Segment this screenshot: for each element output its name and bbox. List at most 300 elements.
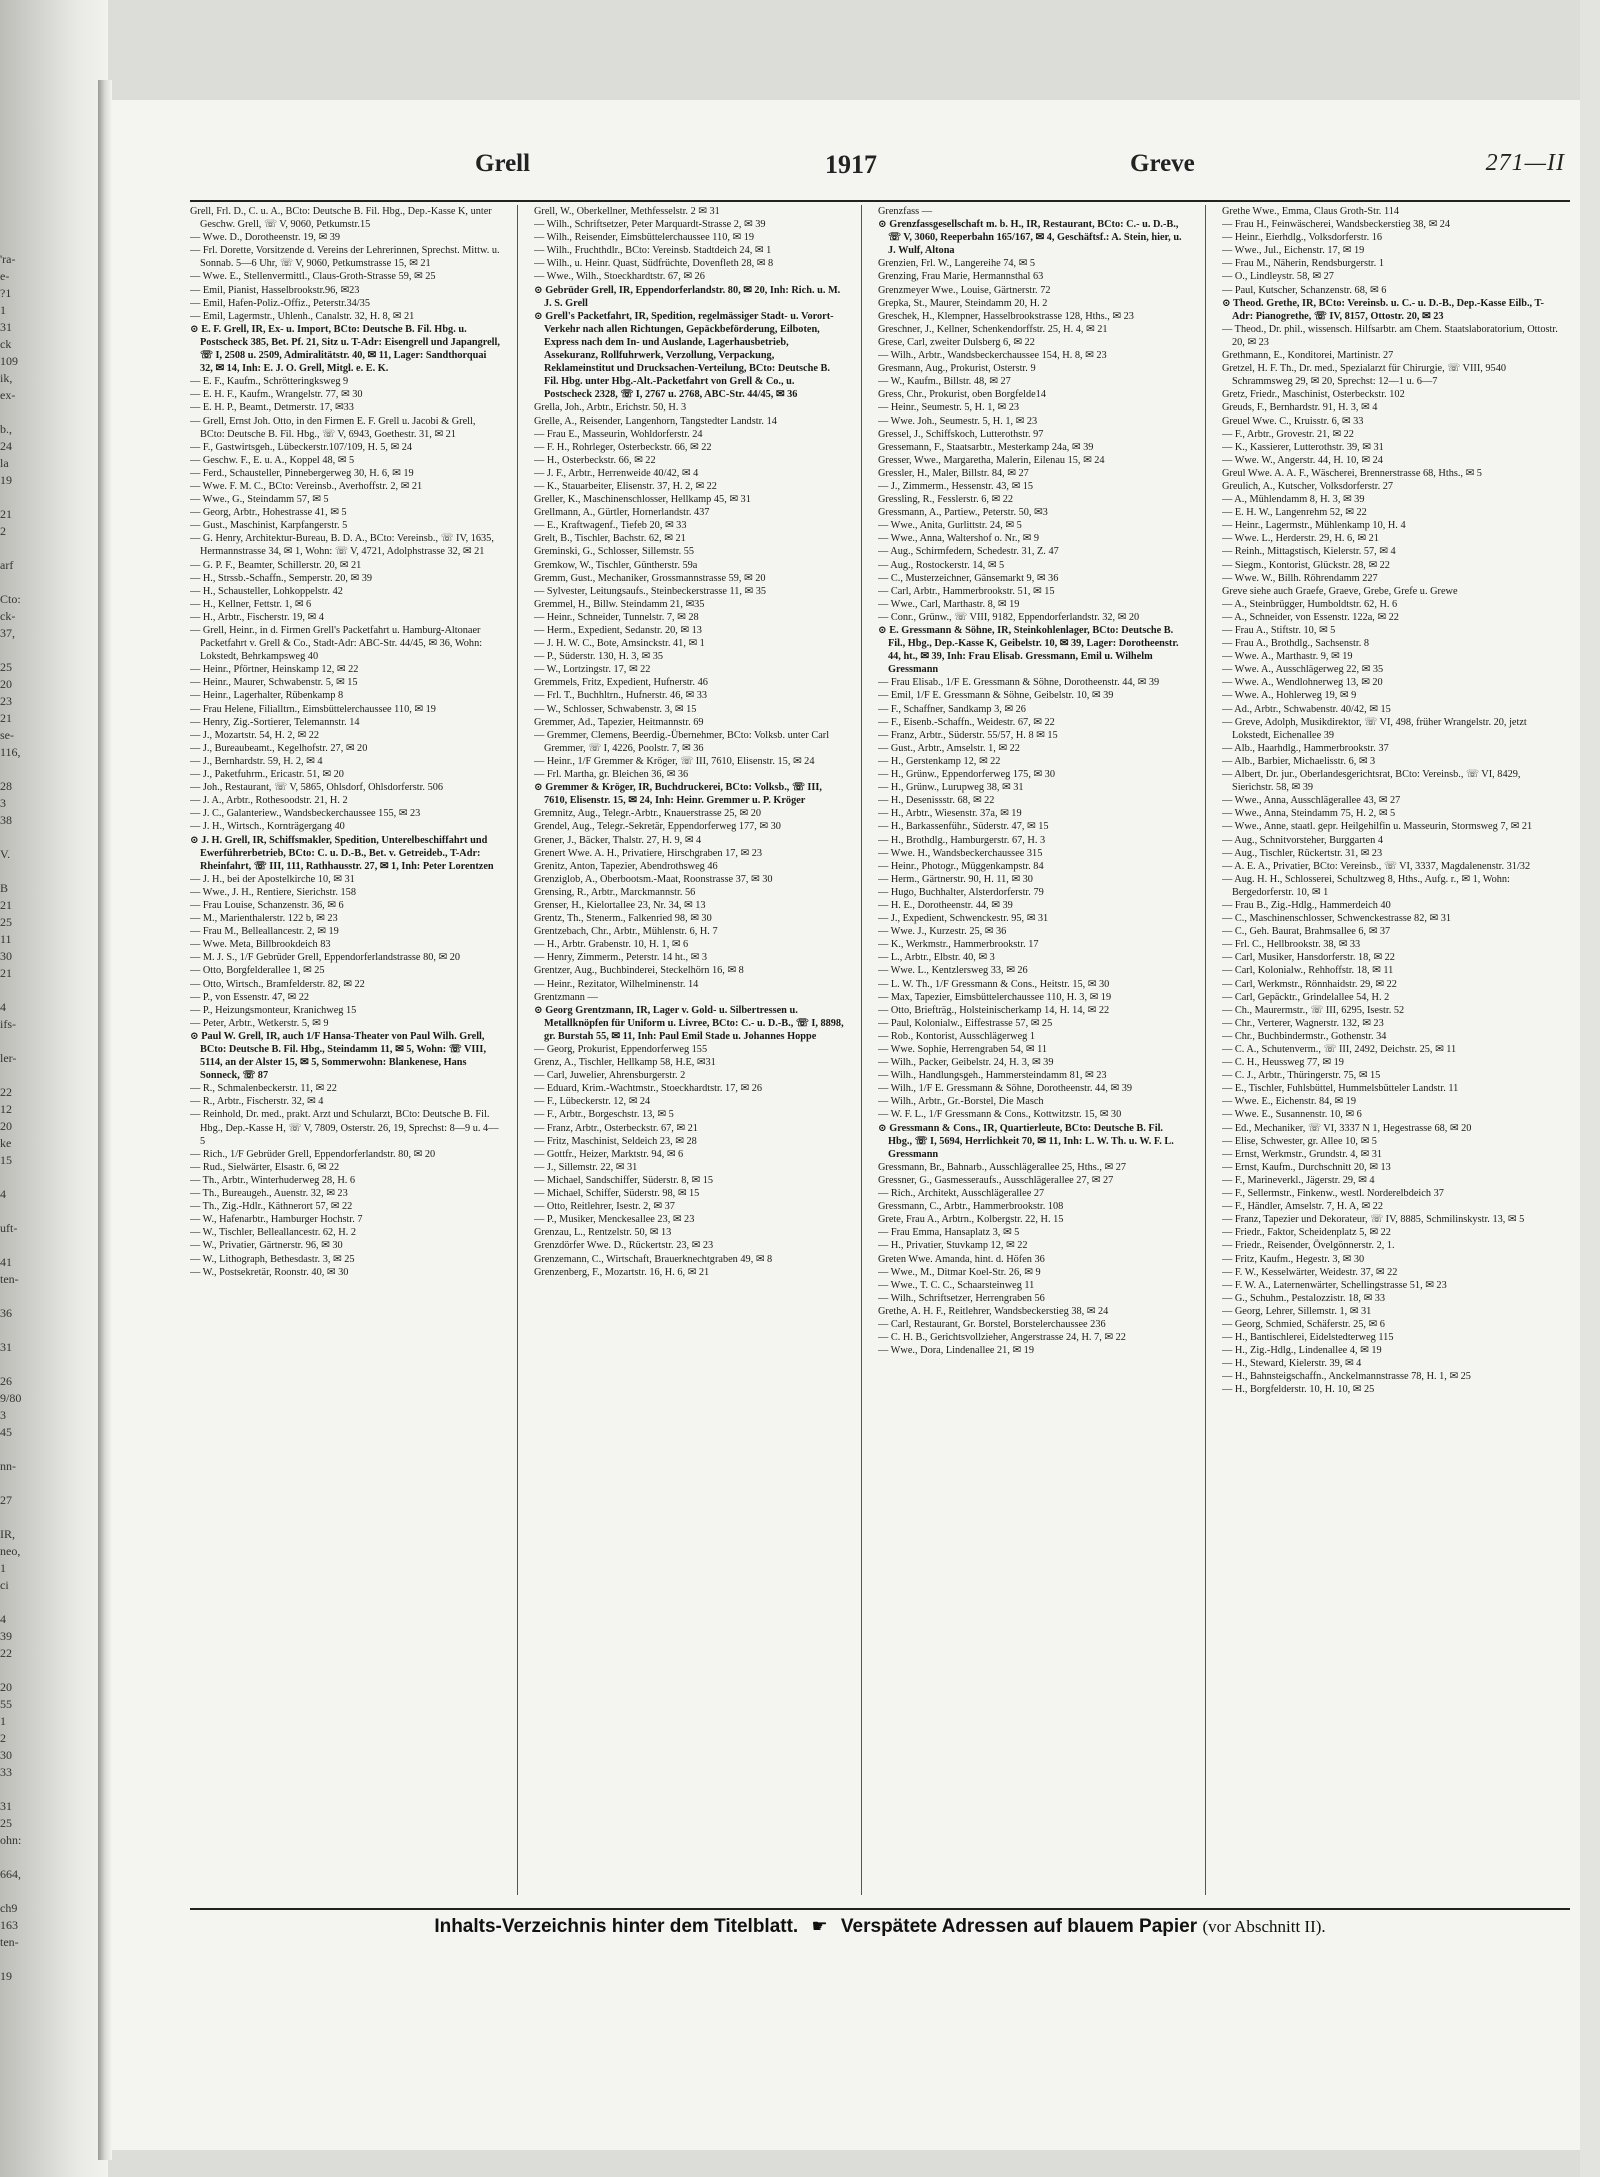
left-page-fragment: arf <box>0 558 14 572</box>
directory-entry: — H., Zig.-Hdlg., Lindenallee 4, ✉ 19 <box>1222 1345 1382 1357</box>
column-divider <box>1205 205 1206 1895</box>
directory-entry: ⊙ Gremmer & Kröger, IR, Buchdruckerei, BCto: Volksb., ☏ III, 7610, Elisenstr. 15, ✉ 24, Inh: Heinr. Gremmer u. P. Kröger <box>534 782 822 807</box>
directory-entry: — Wilh., Arbtr., Wandsbeckerchaussee 154, H. 8, ✉ 23 <box>878 350 1107 362</box>
directory-entry: — Frau H., Feinwäscherei, Wandsbeckerstieg 38, ✉ 24 <box>1222 219 1451 231</box>
directory-entry: Greminski, G., Schlosser, Sillemstr. 55 <box>534 546 695 558</box>
left-page-fragment: ke <box>0 1136 12 1150</box>
directory-entry: — Wwe. Sophie, Herrengraben 54, ✉ 11 <box>878 1044 1048 1055</box>
directory-entry: — F., Händler, Amselstr. 7, H. A, ✉ 22 <box>1222 1201 1383 1213</box>
directory-entry: Grener, J., Bäcker, Thalstr. 27, H. 9, ✉ 4 <box>534 834 702 846</box>
directory-entry: — Heinr., 1/F Gremmer & Kröger, ☏ III, 7610, Elisenstr. 15, ✉ 24 <box>534 755 815 767</box>
left-page-fragment: b., <box>0 422 12 436</box>
left-page-fragment: 24 <box>0 439 12 453</box>
directory-entry: Grell, W., Oberkellner, Methfesselstr. 2 ✉ 31 <box>534 206 720 217</box>
directory-entry: — O., Lindleystr. 58, ✉ 27 <box>1222 271 1334 283</box>
directory-columns <box>190 205 1570 1905</box>
directory-entry: — Gust., Arbtr., Amselstr. 1, ✉ 22 <box>878 742 1020 754</box>
directory-entry: — M., Marienthalerstr. 122 b, ✉ 23 <box>190 913 338 925</box>
column-divider <box>861 205 862 1895</box>
left-page-fragment: 19 <box>0 1969 12 1983</box>
directory-entry: — A. E. A., Privatier, BCto: Vereinsb., ☏ VI, 3337, Magdalenenstr. 31/32 <box>1222 860 1531 872</box>
directory-entry: — A., Schneider, von Essenstr. 122a, ✉ 22 <box>1222 611 1399 623</box>
left-page-fragment: 2 <box>0 1731 6 1745</box>
directory-entry: — Heinr., Pförtner, Heinskamp 12, ✉ 22 <box>190 664 359 676</box>
directory-entry: — R., Arbtr., Fischerstr. 32, ✉ 4 <box>190 1096 324 1108</box>
directory-entry: — J., Paketfuhrm., Ericastr. 51, ✉ 20 <box>190 769 344 781</box>
directory-entry: — H., Gerstenkamp 12, ✉ 22 <box>878 755 1001 767</box>
directory-entry: — H., Grünw., Eppendorferweg 175, ✉ 30 <box>878 769 1055 781</box>
directory-entry: — Friedr., Reisender, Övelgönnerstr. 2, 1. <box>1222 1240 1395 1252</box>
directory-entry: Grenert Wwe. A. H., Privatiere, Hirschgraben 17, ✉ 23 <box>534 847 763 859</box>
directory-entry: Greuds, F., Bernhardstr. 91, H. 3, ✉ 4 <box>1222 402 1378 414</box>
directory-entry: — Heinr., Seumestr. 5, H. 1, ✉ 23 <box>878 402 1020 414</box>
directory-entry: — W., Lithograph, Bethesdastr. 3, ✉ 25 <box>190 1253 355 1265</box>
left-page-fragment: 20 <box>0 1680 12 1694</box>
directory-entry: — E. F., Kaufm., Schrötteringksweg 9 <box>190 376 349 388</box>
directory-entry: — J. F., Arbtr., Herrenweide 40/42, ✉ 4 <box>534 467 699 479</box>
directory-entry: — Wwe. A., Marthastr. 9, ✉ 19 <box>1222 651 1353 663</box>
directory-entry: — Georg, Lehrer, Sillemstr. 1, ✉ 31 <box>1222 1305 1372 1317</box>
directory-entry: — Gremmer, Clemens, Beerdig.-Übernehmer, BCto: Volksb. unter Carl Gremmer, ☏ I, 4226, Poolstr. 7, ✉ 36 <box>534 729 830 754</box>
left-page-fragment: 20 <box>0 677 12 691</box>
directory-entry: — H., Bahnsteigschaffn., Anckelmannstrasse 78, H. 1, ✉ 25 <box>1222 1371 1471 1383</box>
directory-entry: Gresmann, Aug., Prokurist, Osterstr. 9 <box>878 363 1036 375</box>
directory-entry: Gremmer, Ad., Tapezier, Heitmannstr. 69 <box>534 716 704 728</box>
footer-section-note: (vor Abschnitt II). <box>1202 1917 1326 1936</box>
directory-entry: — Frau A., Stiftstr. 10, ✉ 5 <box>1222 625 1336 636</box>
directory-entry: — Fritz, Maschinist, Seldeich 23, ✉ 28 <box>534 1135 697 1147</box>
directory-entry: ⊙ Paul W. Grell, IR, auch 1/F Hansa-Theater von Paul Wilh. Grell, BCto: Deutsche B. Fil. Hbg., Steindamm 11, ✉ 5, Wohn: ☏ VIII, 5114, an der Alster 15, ✉ 5, Sommerwohn: Blankenese, Hans Sonneck, ☏ 87 <box>190 1030 487 1082</box>
directory-entry: — L., Arbtr., Elbstr. 40, ✉ 3 <box>878 952 995 964</box>
directory-entry: — Aug. H. H., Schlosserei, Schultzweg 8, Hths., Aufg. r., ✉ 1, Wohn: Bergedorferstr. 10, ✉ 1 <box>1222 873 1510 898</box>
directory-entry: — Rich., Architekt, Ausschlägerallee 27 <box>878 1188 1045 1200</box>
directory-entry: — W., Privatier, Gärtnerstr. 96, ✉ 30 <box>190 1240 343 1252</box>
directory-entry: — Ed., Mechaniker, ☏ VI, 3337 N 1, Hegestrasse 68, ✉ 20 <box>1222 1122 1472 1134</box>
left-page-fragment: 21 <box>0 507 12 521</box>
left-page-fragment: ten- <box>0 1935 19 1949</box>
directory-entry: — E. H. F., Kaufm., Wrangelstr. 77, ✉ 30 <box>190 389 363 401</box>
directory-entry: — Wilh., Packer, Geibelstr. 24, H. 3, ✉ 39 <box>878 1057 1054 1069</box>
directory-entry: — E. H. P., Beamt., Detmerstr. 17, ✉33 <box>190 402 354 414</box>
left-page-fragment: e- <box>0 269 10 283</box>
left-page-fragment: ch9 <box>0 1901 18 1915</box>
left-page-fragment: 41 <box>0 1255 12 1269</box>
directory-entry: — Otto, Borgfelderallee 1, ✉ 25 <box>190 965 325 977</box>
left-page-fragment: ck- <box>0 609 16 623</box>
left-page-fragment: 30 <box>0 1748 12 1762</box>
directory-entry: — Albert, Dr. jur., Oberlandesgerichtsrat, BCto: Vereinsb., ☏ VI, 8429, Sierichstr. 58, ✉ 39 <box>1222 769 1521 794</box>
directory-entry: Grenzmeyer Wwe., Louise, Gärtnerstr. 72 <box>878 284 1051 296</box>
directory-entry: — Carl, Musiker, Hansdorferstr. 18, ✉ 22 <box>1222 952 1395 964</box>
directory-entry: — Otto, Wirtsch., Bramfelderstr. 82, ✉ 22 <box>190 978 365 990</box>
directory-entry: — C. H., Heussweg 77, ✉ 19 <box>1222 1057 1344 1069</box>
directory-entry: — Michael, Sandschiffer, Süderstr. 8, ✉ 15 <box>534 1174 714 1186</box>
directory-entry: — K., Stauarbeiter, Elisenstr. 37, H. 2, ✉ 22 <box>534 480 717 492</box>
directory-entry: — Carl, Kolonialw., Rehhoffstr. 18, ✉ 11 <box>1222 965 1394 977</box>
directory-entry: — G., Schuhm., Pestalozzistr. 18, ✉ 33 <box>1222 1292 1386 1304</box>
directory-entry: — J. A., Arbtr., Rothesoodstr. 21, H. 2 <box>190 795 348 807</box>
left-page-fragment: 3 <box>0 1408 6 1422</box>
directory-entry: — J., Mozartstr. 54, H. 2, ✉ 22 <box>190 729 320 741</box>
directory-entry: — J., Sillemstr. 22, ✉ 31 <box>534 1161 638 1173</box>
directory-entry: — Joh., Restaurant, ☏ V, 5865, Ohlsdorf, Ohlsdorferstr. 506 <box>190 782 444 794</box>
directory-entry: — H., Grünw., Lurupweg 38, ✉ 31 <box>878 782 1024 794</box>
left-page-fragment: 22 <box>0 1646 12 1660</box>
directory-entry: — E., Kraftwagenf., Tiefeb 20, ✉ 33 <box>534 520 687 532</box>
directory-entry: — Frl. C., Hellbrookstr. 38, ✉ 33 <box>1222 939 1361 951</box>
column-divider <box>517 205 518 1895</box>
directory-entry: — Frau Emma, Hansaplatz 3, ✉ 5 <box>878 1227 1020 1239</box>
directory-entry: — Frau B., Zig.-Hdlg., Hammerdeich 40 <box>1222 899 1391 911</box>
directory-entry: Grenziglob, A., Oberbootsm.-Maat, Roonstrasse 37, ✉ 30 <box>534 873 773 885</box>
directory-entry: — Grell, Ernst Joh. Otto, in den Firmen E. F. Grell u. Jacobi & Grell, BCto: Deutsche B. Fil. Hbg., ☏ V, 6943, Goethestr. 31, ✉ 21 <box>190 415 476 440</box>
directory-entry: Greschner, J., Kellner, Schenkendorffstr. 25, H. 4, ✉ 21 <box>878 323 1108 335</box>
left-page-fragment: 25 <box>0 660 12 674</box>
directory-entry: — J., Expedient, Schwenckestr. 95, ✉ 31 <box>878 913 1049 925</box>
directory-entry: — C., Musterzeichner, Gänsemarkt 9, ✉ 36 <box>878 572 1059 584</box>
directory-entry: — F., Arbtr., Borgeschstr. 13, ✉ 5 <box>534 1109 674 1121</box>
directory-entry: — J., Zimmerm., Hessenstr. 43, ✉ 15 <box>878 480 1034 492</box>
left-page-fragment: 19 <box>0 473 12 487</box>
directory-entry: — Michael, Schiffer, Süderstr. 98, ✉ 15 <box>534 1188 700 1200</box>
directory-entry: — Heinr., Lagerhalter, Rübenkamp 8 <box>190 690 344 702</box>
directory-entry: — J. H., bei der Apostelkirche 10, ✉ 31 <box>190 873 355 885</box>
left-page-fragment: 25 <box>0 915 12 929</box>
directory-entry: — Franz, Arbtr., Osterbeckstr. 67, ✉ 21 <box>534 1122 698 1134</box>
directory-entry: — Ad., Arbtr., Schwabenstr. 40/42, ✉ 15 <box>1222 703 1391 715</box>
left-page-fragment: ck <box>0 337 12 351</box>
directory-entry: — H., Borgfelderstr. 10, H. 10, ✉ 25 <box>1222 1384 1375 1396</box>
directory-entry: ⊙ E. F. Grell, IR, Ex- u. Import, BCto: Deutsche B. Fil. Hbg. u. Postscheck 385, Bet. Pf. 21, Sitz u. T-Adr: Eisengrell und Japangrell, ☏ I, 2508 u. 2509, Admiralitätstr. 40, ✉ 11, Lager: Sandthorquai 32, ✉ 14, Inh: E. J. O. Grell, Mitgl. e. E. K. <box>190 323 500 375</box>
directory-entry: — Frau M., Näherin, Rendsburgerstr. 1 <box>1222 258 1384 270</box>
directory-entry: — Henry, Zimmerm., Peterstr. 14 ht., ✉ 3 <box>534 952 707 964</box>
directory-entry: — C. H. B., Gerichtsvollzieher, Angerstrasse 24, H. 7, ✉ 22 <box>878 1332 1126 1344</box>
left-page-fragment: ik, <box>0 371 13 385</box>
directory-entry: Grenitz, Anton, Tapezier, Abendrothsweg 46 <box>534 860 718 872</box>
directory-entry: Grenz, A., Tischler, Hellkamp 58, H.E, ✉31 <box>534 1057 716 1069</box>
directory-entry: — Frau E., Masseurin, Wohldorferstr. 24 <box>534 428 703 440</box>
directory-entry: — Friedr., Faktor, Scheidenplatz 5, ✉ 22 <box>1222 1227 1391 1239</box>
directory-entry: — Wilh., Arbtr., Gr.-Borstel, Die Masch <box>878 1096 1044 1108</box>
directory-entry: — Sylvester, Leitungsaufs., Steinbeckerstrasse 11, ✉ 35 <box>534 585 767 597</box>
directory-entry: — F. H., Rohrleger, Osterbeckstr. 66, ✉ 22 <box>534 441 712 453</box>
directory-entry: Grenzing, Frau Marie, Hermannsthal 63 <box>878 271 1044 283</box>
directory-entry: Gressemann, F., Staatsarbtr., Mesterkamp 24a, ✉ 39 <box>878 441 1094 453</box>
directory-entry: — Wilh., Reisender, Eimsbüttelerchaussee 110, ✉ 19 <box>534 232 754 244</box>
directory-entry: ⊙ Grenzfassgesellschaft m. b. H., IR, Restaurant, BCto: C.- u. D.-B., ☏ V, 3060, Reeperbahn 165/167, ✉ 4, Geschäftsf.: A. Stein, hier, u. J. Wulf, Altona <box>878 219 1182 257</box>
scan-right-margin <box>1580 0 1600 2177</box>
directory-entry: — Heinr., Lagermstr., Mühlenkamp 10, H. 4 <box>1222 520 1406 532</box>
directory-entry: — M. J. S., 1/F Gebrüder Grell, Eppendorferlandstrasse 80, ✉ 20 <box>190 952 461 964</box>
left-page-fragment: 31 <box>0 1340 12 1354</box>
directory-entry: — Otto, Briefträg., Holsteinischerkamp 14, H. 14, ✉ 22 <box>878 1004 1110 1016</box>
left-page-fragment: 26 <box>0 1374 12 1388</box>
left-page-fragment: ohn: <box>0 1833 22 1847</box>
directory-entry: — K., Kassierer, Lutterothstr. 39, ✉ 31 <box>1222 441 1384 453</box>
directory-entry: — P., Süderstr. 130, H. 3, ✉ 35 <box>534 651 664 663</box>
directory-entry: — H., Osterbeckstr. 66, ✉ 22 <box>534 454 656 466</box>
directory-entry: — Alb., Barbier, Michaelisstr. 6, ✉ 3 <box>1222 755 1376 767</box>
left-page-fragment: B <box>0 881 9 895</box>
directory-entry: — Emil, Lagermstr., Uhlenh., Canalstr. 32, H. 8, ✉ 21 <box>190 310 415 322</box>
directory-entry: — F., Eisenb.-Schaffn., Weidestr. 67, ✉ 22 <box>878 716 1055 728</box>
directory-entry: — Wwe. D., Dorotheenstr. 19, ✉ 39 <box>190 232 340 244</box>
directory-entry: Grenzien, Frl. W., Langereihe 74, ✉ 5 <box>878 258 1036 270</box>
directory-entry: — A., Steinbrügger, Humboldtstr. 62, H. 6 <box>1222 598 1398 610</box>
directory-entry: — Reinhold, Dr. med., prakt. Arzt und Schularzt, BCto: Deutsche B. Fil. Hbg., Dep.-Kasse H, ☏ V, 7809, Osterstr. 26, 19, Sprechst: 8—9 u. 4—5 <box>190 1109 499 1147</box>
directory-entry: — Aug., Tischler, Rückertstr. 31, ✉ 23 <box>1222 847 1383 859</box>
directory-entry: — P., von Essenstr. 47, ✉ 22 <box>190 991 310 1003</box>
directory-entry: — Carl, Arbtr., Hammerbrookstr. 51, ✉ 15 <box>878 585 1055 597</box>
directory-entry: — W., Lortzingstr. 17, ✉ 22 <box>534 664 651 676</box>
directory-entry: — F., Gastwirtsgeh., Lübeckerstr.107/109, H. 5, ✉ 24 <box>190 441 413 453</box>
directory-entry: Gressler, H., Maler, Billstr. 84, ✉ 27 <box>878 467 1029 479</box>
footer-rule <box>190 1908 1570 1910</box>
directory-entry: — Wilh., Fruchthdlr., BCto: Vereinsb. Stadtdeich 24, ✉ 1 <box>534 245 772 257</box>
directory-entry: — Wwe., Anna, Steindamm 75, H. 2, ✉ 5 <box>1222 808 1396 820</box>
directory-entry: — Wwe. F. M. C., BCto: Vereinsb., Averhoffstr. 2, ✉ 21 <box>190 480 423 492</box>
year: 1917 <box>825 150 877 179</box>
directory-entry: — Carl, Juwelier, Ahrensburgerstr. 2 <box>534 1070 686 1082</box>
directory-entry: — Theod., Dr. phil., wissensch. Hilfsarbtr. am Chem. Staatslaboratorium, Ottostr. 20, ✉ 23 <box>1222 323 1558 348</box>
left-page-fragment: 30 <box>0 949 12 963</box>
directory-entry: — Georg, Schmied, Schäferstr. 25, ✉ 6 <box>1222 1318 1385 1330</box>
directory-entry: — Otto, Reitlehrer, Isestr. 2, ✉ 37 <box>534 1201 675 1213</box>
directory-entry: — Wwe., Carl, Marthastr. 8, ✉ 19 <box>878 598 1020 610</box>
directory-entry: Gremkow, W., Tischler, Güntherstr. 59a <box>534 559 698 571</box>
directory-entry: — C., Geh. Baurat, Brahmsallee 6, ✉ 37 <box>1222 926 1391 938</box>
directory-entry: — Wwe., Wilh., Stoeckhardtstr. 67, ✉ 26 <box>534 271 705 283</box>
book-gutter <box>98 80 112 2160</box>
directory-entry: — Wwe. H., Wandsbeckerchaussee 315 <box>878 847 1043 859</box>
left-page-fragment: 27 <box>0 1493 12 1507</box>
directory-entry: — H., Arbtr., Fischerstr. 19, ✉ 4 <box>190 611 324 623</box>
directory-entry: — Aug., Rostockerstr. 14, ✉ 5 <box>878 559 1005 571</box>
directory-entry: — Wwe. Joh., Seumestr. 5, H. 1, ✉ 23 <box>878 415 1038 427</box>
header-rule <box>190 200 1570 202</box>
directory-entry: — F., Marineverkl., Jägerstr. 29, ✉ 4 <box>1222 1174 1375 1186</box>
left-page-fragment: 4 <box>0 1612 6 1626</box>
directory-entry: — Emil, Pianist, Hasselbrookstr.96, ✉23 <box>190 284 360 296</box>
left-page-fragment: 38 <box>0 813 12 827</box>
directory-entry: — J. H. W. C., Bote, Amsinckstr. 41, ✉ 1 <box>534 638 705 650</box>
directory-entry: — F. W., Kesselwärter, Weidestr. 37, ✉ 22 <box>1222 1266 1398 1278</box>
left-page-fragment: 21 <box>0 966 12 980</box>
directory-entry: — F., Lübeckerstr. 12, ✉ 24 <box>534 1096 651 1108</box>
directory-entry: — H., Desenissstr. 68, ✉ 22 <box>878 795 995 807</box>
left-page-fragment: ler- <box>0 1051 17 1065</box>
directory-entry: Gressmann, C., Arbtr., Hammerbrookstr. 108 <box>878 1201 1064 1213</box>
directory-entry: Gress, Chr., Prokurist, oben Borgfelde14 <box>878 389 1046 401</box>
directory-entry: — Frau M., Belleallancestr. 2, ✉ 19 <box>190 926 339 938</box>
directory-entry: Grethe Wwe., Emma, Claus Groth-Str. 114 <box>1222 206 1400 217</box>
directory-entry: — Fritz, Kaufm., Hegestr. 3, ✉ 30 <box>1222 1253 1365 1265</box>
directory-entry: Greulich, A., Kutscher, Volksdorferstr. 27 <box>1222 480 1394 492</box>
directory-entry: — H., Kellner, Fettstr. 1, ✉ 6 <box>190 598 312 610</box>
pointing-hand-icon: ☛ <box>811 1916 828 1936</box>
left-page-fragment: 36 <box>0 1306 12 1320</box>
directory-entry: — Paul, Kolonialw., Eiffestrasse 57, ✉ 25 <box>878 1017 1053 1029</box>
directory-entry: Grell, Frl. D., C. u. A., BCto: Deutsche B. Fil. Hbg., Dep.-Kasse K, unter Geschw. Grell, ☏ V, 9060, Petkumstr.15 <box>190 206 492 231</box>
directory-entry: — Alb., Haarhdlg., Hammerbrookstr. 37 <box>1222 742 1389 754</box>
directory-entry: — Frau Louise, Schanzenstr. 36, ✉ 6 <box>190 899 344 911</box>
directory-entry: — Wwe. W., Billh. Röhrendamm 227 <box>1222 572 1378 584</box>
directory-entry: — Georg, Arbtr., Hohestrasse 41, ✉ 5 <box>190 507 347 519</box>
directory-entry: — Heinr., Photogr., Müggenkampstr. 84 <box>878 860 1044 872</box>
directory-entry: — Wilh., Handlungsgeh., Hammersteindamm 81, ✉ 23 <box>878 1070 1107 1082</box>
directory-entry: — A., Mühlendamm 8, H. 3, ✉ 39 <box>1222 494 1365 506</box>
directory-entry: — Wwe. W., Angerstr. 44, H. 10, ✉ 24 <box>1222 454 1383 466</box>
directory-entry: — H. E., Dorotheenstr. 44, ✉ 39 <box>878 899 1013 911</box>
directory-entry: — Chr., Verterer, Wagnerstr. 132, ✉ 23 <box>1222 1017 1384 1029</box>
directory-entry: Gressling, R., Fesslerstr. 6, ✉ 22 <box>878 494 1014 506</box>
page-number: 271—II <box>1485 150 1565 176</box>
directory-entry: Grentzebach, Chr., Arbtr., Mühlenstr. 6, H. 7 <box>534 926 718 938</box>
directory-entry: — Hugo, Buchhalter, Alsterdorferstr. 79 <box>878 886 1044 898</box>
left-page-fragment: ci <box>0 1578 9 1592</box>
directory-entry: Grethe, A. H. F., Reitlehrer, Wandsbeckerstieg 38, ✉ 24 <box>878 1305 1109 1317</box>
directory-entry: — G. Henry, Architektur-Bureau, B. D. A., BCto: Vereinsb., ☏ IV, 1635, Hermannstrasse 34, ✉ 1, Wohn: ☏ V, 4721, Adolphstrasse 32, ✉ 21 <box>190 533 494 558</box>
directory-entry: Gremm, Gust., Mechaniker, Grossmannstrasse 59, ✉ 20 <box>534 572 766 584</box>
directory-entry: — F., Schaffner, Sandkamp 3, ✉ 26 <box>878 703 1026 715</box>
directory-entry: Grenzfass — <box>878 206 933 217</box>
left-page-fragment: 55 <box>0 1697 12 1711</box>
directory-entry: — Ch., Maurermstr., ☏ III, 6295, Isestr. 52 <box>1222 1004 1405 1016</box>
directory-entry: — H., Steward, Kielerstr. 39, ✉ 4 <box>1222 1358 1362 1370</box>
directory-entry: Grethmann, E., Konditorei, Martinistr. 27 <box>1222 350 1394 362</box>
left-page-fragment: 12 <box>0 1102 12 1116</box>
directory-entry: — Aug., Schirmfedern, Schedestr. 31, Z. 47 <box>878 546 1059 558</box>
column-3 <box>878 205 1188 1895</box>
directory-entry: — H., Schausteller, Lohkoppelstr. 42 <box>190 585 343 597</box>
directory-entry: — Wwe., T. C. C., Schaarsteinweg 11 <box>878 1279 1035 1291</box>
directory-entry: Grenzau, L., Rentzelstr. 50, ✉ 13 <box>534 1227 672 1239</box>
directory-entry: Grendel, Aug., Telegr.-Sekretär, Eppendorferweg 177, ✉ 30 <box>534 821 781 833</box>
left-page-fragment: 31 <box>0 1799 12 1813</box>
directory-entry: — Wwe., Dora, Lindenallee 21, ✉ 19 <box>878 1345 1034 1357</box>
left-page-fragment: 2 <box>0 524 6 538</box>
directory-entry: — Carl, Restaurant, Gr. Borstel, Borstelerchaussee 236 <box>878 1318 1106 1330</box>
left-page-fragment: ?1 <box>0 286 12 300</box>
left-page-fragment: neo, <box>0 1544 21 1558</box>
directory-entry: — Wwe. L., Kentzlersweg 33, ✉ 26 <box>878 965 1028 977</box>
directory-entry: — Frl. Dorette, Vorsitzende d. Vereins der Lehrerinnen, Sprechst. Mittw. u. Sonnab. 5—6 Uhr, ☏ V, 9060, Petkumstrasse 15, ✉ 21 <box>190 245 500 270</box>
directory-entry: — Wwe. A., Hohlerweg 19, ✉ 9 <box>1222 690 1357 702</box>
left-page-fragment: 4 <box>0 1187 6 1201</box>
directory-entry: — Carl, Gepäcktr., Grindelallee 54, H. 2 <box>1222 991 1390 1003</box>
directory-entry: Grelt, B., Tischler, Bachstr. 62, ✉ 21 <box>534 533 686 545</box>
left-page-fragment: 9/80 <box>0 1391 22 1405</box>
directory-entry: — Emil, Hafen-Poliz.-Offiz., Peterstr.34/35 <box>190 297 370 309</box>
directory-entry: — W., Schlosser, Schwabenstr. 3, ✉ 15 <box>534 703 697 715</box>
left-page-fragment: 33 <box>0 1765 12 1779</box>
directory-entry: — Siegm., Kontorist, Glückstr. 28, ✉ 22 <box>1222 559 1390 571</box>
directory-entry: — Gust., Maschinist, Karpfangerstr. 5 <box>190 520 348 532</box>
left-page-fragment: 21 <box>0 898 12 912</box>
directory-entry: — Th., Arbtr., Winterhuderweg 28, H. 6 <box>190 1174 356 1186</box>
directory-entry: Grenzdörfer Wwe. D., Rückertstr. 23, ✉ 23 <box>534 1240 714 1252</box>
directory-entry: Grentzer, Aug., Buchbinderei, Steckelhörn 16, ✉ 8 <box>534 965 744 977</box>
directory-entry: — F., Arbtr., Grovestr. 21, ✉ 22 <box>1222 428 1354 440</box>
left-page-fragment: 116, <box>0 745 21 759</box>
directory-entry: — Wilh., Schriftsetzer, Peter Marquardt-Strasse 2, ✉ 39 <box>534 219 766 231</box>
directory-entry: Grenzemann, C., Wirtschaft, Brauerknechtgraben 49, ✉ 8 <box>534 1253 773 1265</box>
column-2 <box>534 205 844 1895</box>
left-page-fragment: 25 <box>0 1816 12 1830</box>
directory-entry: — Carl, Werkmstr., Rönnhaidstr. 29, ✉ 22 <box>1222 978 1397 990</box>
left-page-fragment: se- <box>0 728 14 742</box>
directory-entry: — Frau Helene, Filialltrn., Eimsbüttelerchaussee 110, ✉ 19 <box>190 703 436 715</box>
directory-entry: — W., Tischler, Belleallancestr. 62, H. 2 <box>190 1227 357 1239</box>
directory-entry: — J. C., Galanteriew., Wandsbeckerchaussee 155, ✉ 23 <box>190 808 421 820</box>
directory-entry: — Wilh., u. Heinr. Quast, Südfrüchte, Dovenfleth 28, ✉ 8 <box>534 258 774 270</box>
directory-entry: — Rich., 1/F Gebrüder Grell, Eppendorferlandstr. 80, ✉ 20 <box>190 1148 436 1160</box>
directory-entry: — Heinr., Rezitator, Wilhelminenstr. 14 <box>534 978 699 990</box>
directory-entry: — Wwe. J., Kurzestr. 25, ✉ 36 <box>878 926 1007 938</box>
left-page-fragment: 21 <box>0 711 12 725</box>
directory-entry: Gresser, Wwe., Margaretha, Malerin, Eilenau 15, ✉ 24 <box>878 454 1105 466</box>
directory-entry: — Rob., Kontorist, Ausschlägerweg 1 <box>878 1030 1036 1042</box>
left-page-fragment: 109 <box>0 354 18 368</box>
directory-entry: — Ernst, Werkmstr., Grundstr. 4, ✉ 31 <box>1222 1148 1383 1160</box>
left-page-fragment: 37, <box>0 626 15 640</box>
directory-entry: — Frl. T., Buchhltrn., Hufnerstr. 46, ✉ 33 <box>534 690 707 702</box>
directory-entry: — P., Musiker, Menckesallee 23, ✉ 23 <box>534 1214 695 1226</box>
directory-entry: — Frl. Martha, gr. Bleichen 36, ✉ 36 <box>534 769 689 781</box>
directory-entry: — Gottfr., Heizer, Marktstr. 94, ✉ 6 <box>534 1148 684 1160</box>
directory-entry: — Wwe., Anita, Gurlittstr. 24, ✉ 5 <box>878 520 1022 532</box>
directory-entry: — J. H., Wirtsch., Kornträgergang 40 <box>190 821 345 833</box>
left-page-fragment: 15 <box>0 1153 12 1167</box>
directory-entry: Grese, Carl, zweiter Dulsberg 6, ✉ 22 <box>878 336 1035 348</box>
directory-entry: — Wwe. L., Herderstr. 29, H. 6, ✉ 21 <box>1222 533 1379 545</box>
directory-entry: — E. H. W., Langenrehm 52, ✉ 22 <box>1222 507 1367 519</box>
directory-entry: — Wwe., Anne, staatl. gepr. Heilgehilfin u. Masseurin, Stormsweg 7, ✉ 21 <box>1222 821 1533 833</box>
directory-entry: — W., Kaufm., Billstr. 48, ✉ 27 <box>878 376 1011 388</box>
directory-entry: ⊙ E. Gressmann & Söhne, IR, Steinkohlenlager, BCto: Deutsche B. Fil., Hbg., Dep.-Kasse K, Geibelstr. 10, ✉ 39, Lager: Dorotheenstr. 44, ht., ✉ 39, Inh: Frau Elisab. Gressmann, Emil u. Wilhelm Gressmann <box>878 625 1179 676</box>
directory-entry: — Conr., Grünw., ☏ VIII, 9182, Eppendorferlandstr. 32, ✉ 20 <box>878 611 1140 623</box>
directory-entry: Greller, K., Maschinenschlosser, Hellkamp 45, ✉ 31 <box>534 494 751 506</box>
column-1 <box>190 205 500 1895</box>
directory-entry: Greten Wwe. Amanda, hint. d. Höfen 36 <box>878 1253 1045 1265</box>
left-page-fragment: nn- <box>0 1459 16 1473</box>
directory-entry: — Greve, Adolph, Musikdirektor, ☏ VI, 498, früher Wrangelstr. 20, jetzt Lokstedt, Eichenallee 39 <box>1222 716 1527 741</box>
directory-entry: — E., Tischler, Fuhlsbüttel, Hummelsbütteler Landstr. 11 <box>1222 1083 1459 1095</box>
directory-entry: — Emil, 1/F E. Gressmann & Söhne, Geibelstr. 10, ✉ 39 <box>878 690 1114 702</box>
page-header <box>195 150 1565 190</box>
directory-entry: — Peter, Arbtr., Wetkerstr. 5, ✉ 9 <box>190 1017 329 1029</box>
directory-entry: Grentz, Th., Stenerm., Falkenried 98, ✉ 30 <box>534 913 712 925</box>
directory-entry: — P., Heizungsmonteur, Kranichweg 15 <box>190 1004 357 1016</box>
directory-entry: — Elise, Schwester, gr. Allee 10, ✉ 5 <box>1222 1135 1377 1147</box>
directory-entry: — Wwe. A., Ausschlägerweg 22, ✉ 35 <box>1222 664 1384 676</box>
left-page-fragment: 'ra- <box>0 252 16 266</box>
directory-entry: Grepka, St., Maurer, Steindamm 20, H. 2 <box>878 297 1048 309</box>
directory-entry: Grentzmann — <box>534 991 598 1003</box>
directory-entry: — Heinr., Maurer, Schwabenstr. 5, ✉ 15 <box>190 677 358 689</box>
directory-entry: — C. A., Schutenverm., ☏ III, 2492, Deichstr. 25, ✉ 11 <box>1222 1044 1457 1055</box>
left-page-fragment: 163 <box>0 1918 18 1932</box>
left-page-fragment: ten- <box>0 1272 19 1286</box>
directory-entry: — Wwe., M., Ditmar Koel-Str. 26, ✉ 9 <box>878 1266 1041 1278</box>
directory-entry: — F. W. A., Laternenwärter, Schellingstrasse 51, ✉ 23 <box>1222 1279 1447 1291</box>
directory-entry: — Wwe. A., Wendlohnerweg 13, ✉ 20 <box>1222 677 1383 689</box>
directory-entry: Gressel, J., Schiffskoch, Lutterothstr. 97 <box>878 428 1044 440</box>
directory-entry: — J., Bureaubeamt., Kegelhofstr. 27, ✉ 20 <box>190 742 368 754</box>
directory-entry: Grelle, A., Reisender, Langenhorn, Tangstedter Landstr. 14 <box>534 415 777 427</box>
directory-entry: Gretz, Friedr., Maschinist, Osterbeckstr. 102 <box>1222 389 1405 401</box>
directory-entry: — Frau Elisab., 1/F E. Gressmann & Söhne, Dorotheenstr. 44, ✉ 39 <box>878 677 1160 689</box>
